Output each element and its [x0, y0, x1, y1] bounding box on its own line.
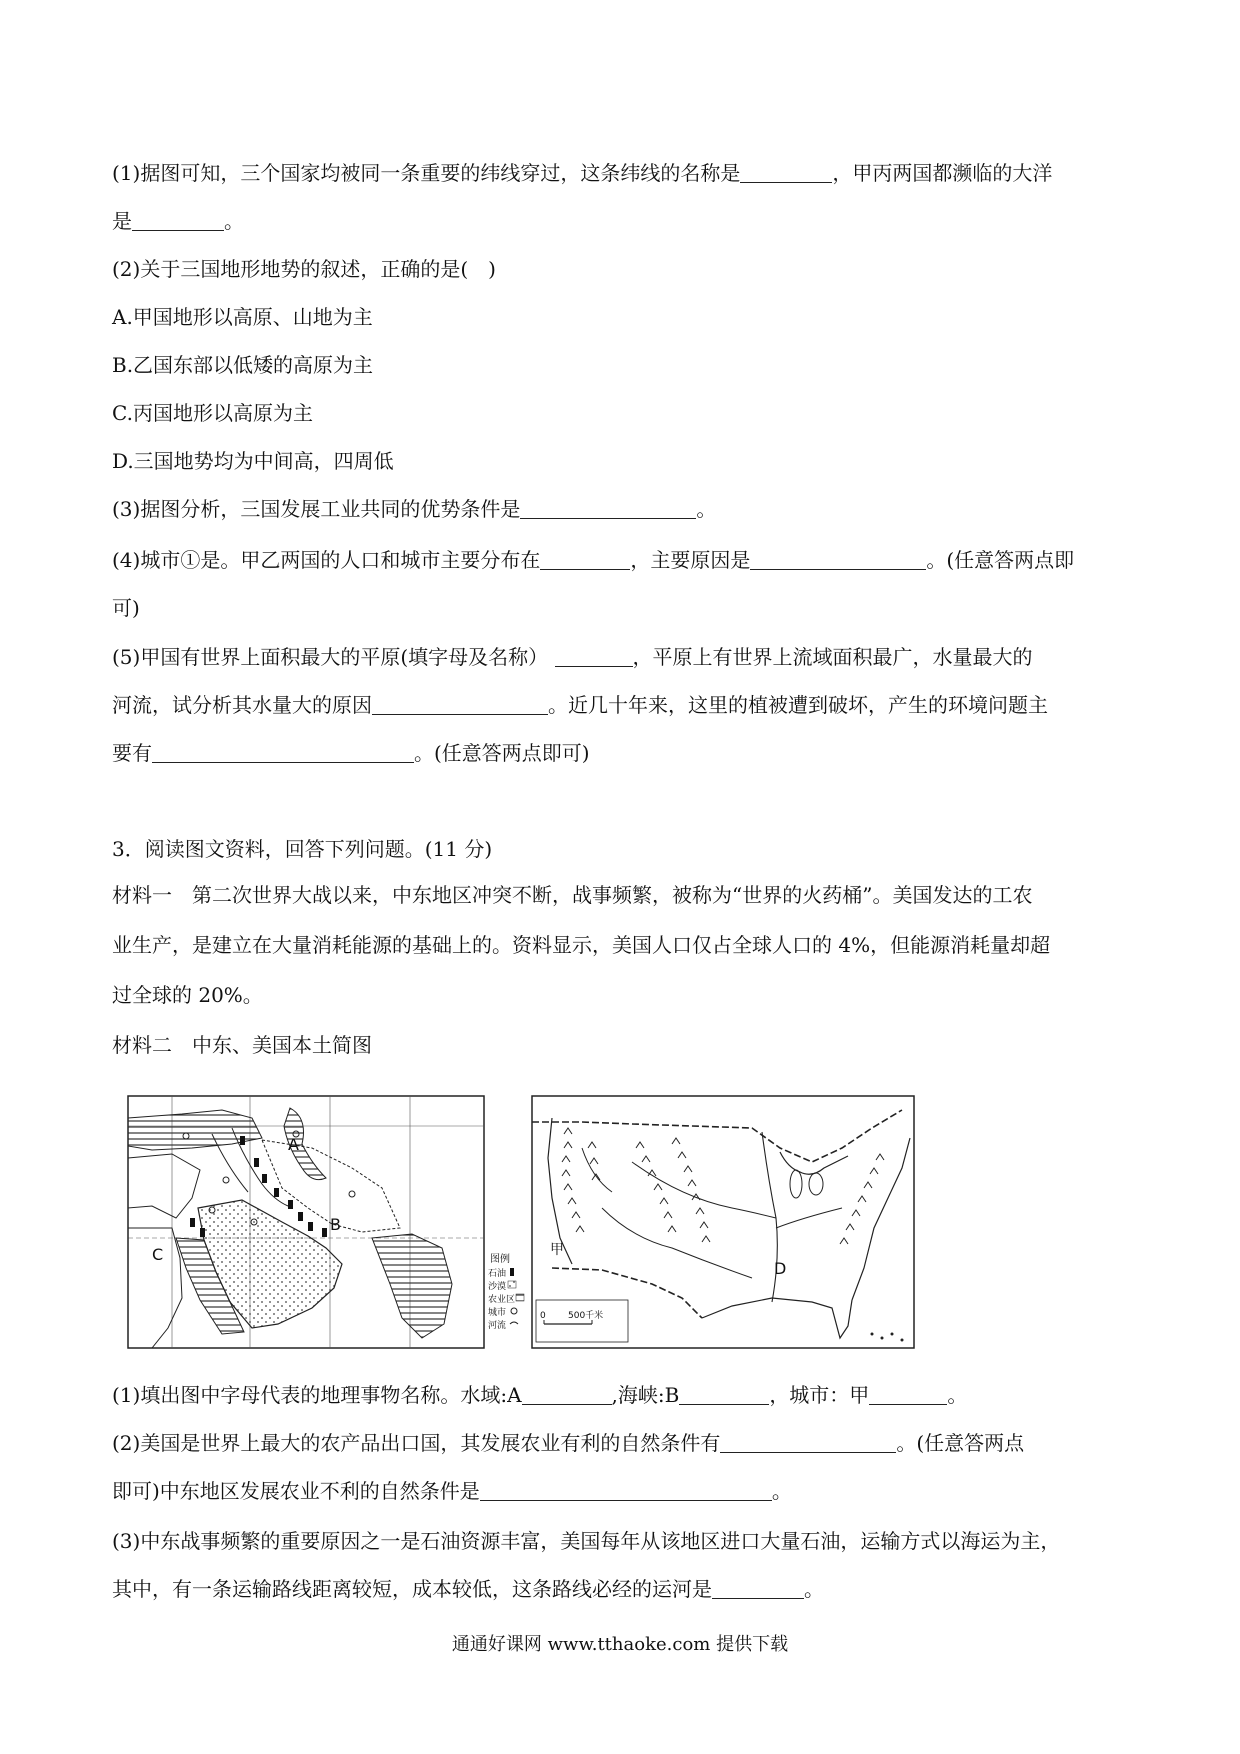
- q3-sub3-line1: (3)中东战事频繁的重要原因之一是石油资源丰富，美国每年从该地区进口大量石油，运输方式以海运为主，: [112, 1529, 1061, 1553]
- map-label-c: C: [152, 1245, 164, 1264]
- answer-blank[interactable]: [740, 162, 832, 183]
- q3-sub1: (1)填出图中字母代表的地理事物名称。水域:A ,海峡:B ，城市：甲 。: [112, 1383, 968, 1407]
- svg-text:0: 0: [540, 1311, 546, 1321]
- q2-part1-line2: 是 。: [112, 209, 244, 233]
- q3-material1-line1: 材料一 第二次世界大战以来，中东地区冲突不断，战事频繁，被称为“世界的火药桶”。美国发达的工农: [112, 883, 1033, 907]
- map-label-b: B: [330, 1215, 341, 1234]
- option-d[interactable]: D.三国地势均为中间高，四周低: [112, 449, 394, 473]
- option-b[interactable]: B.乙国东部以低矮的高原为主: [112, 353, 374, 377]
- q3-sub2-line1: (2)美国是世界上最大的农产品出口国，其发展农业有利的自然条件有 。(任意答两点: [112, 1431, 1025, 1455]
- oil-icon: [510, 1268, 514, 1276]
- q2-part4-line2: 可): [112, 596, 140, 620]
- answer-blank[interactable]: [712, 1578, 804, 1599]
- agriculture-icon: [516, 1294, 524, 1301]
- q2-part3: (3)据图分析，三国发展工业共同的优势条件是 。: [112, 497, 717, 521]
- q3-material1-line2: 业生产，是建立在大量消耗能源的基础上的。资料显示，美国人口仅占全球人口的 4%，但能源消耗量却超: [112, 933, 1051, 957]
- desert-icon: [508, 1281, 516, 1288]
- legend-item-desert: 沙漠: [488, 1282, 507, 1292]
- answer-blank[interactable]: [152, 742, 414, 763]
- middle-east-map: [128, 1096, 484, 1348]
- answer-blank[interactable]: [132, 210, 224, 231]
- answer-blank[interactable]: [750, 549, 926, 570]
- answer-blank[interactable]: [480, 1480, 772, 1501]
- scale-label: 500千米: [568, 1311, 604, 1321]
- option-a[interactable]: A.甲国地形以高原、山地为主: [112, 305, 373, 329]
- legend-item-city: 城市: [488, 1308, 507, 1318]
- answer-blank[interactable]: [869, 1384, 947, 1405]
- q3-sub2-line2: 即可)中东地区发展农业不利的自然条件是 。: [112, 1479, 792, 1503]
- maps-figure: [112, 1088, 1132, 1360]
- city-icon: [511, 1308, 517, 1314]
- legend-title: 图例: [490, 1254, 510, 1265]
- q2-part5-line2: 河流，试分析其水量大的原因 。近几十年来，这里的植被遭到破坏，产生的环境问题主: [112, 693, 1048, 717]
- q2-part5-line3: 要有 。(任意答两点即可): [112, 741, 590, 765]
- q3-sub3-line2: 其中，有一条运输路线距离较短，成本较低，这条路线必经的运河是 。: [112, 1577, 824, 1601]
- map-label-d: D: [774, 1259, 787, 1278]
- river-icon: [510, 1322, 518, 1324]
- legend-item-oil: 石油: [488, 1269, 507, 1279]
- q3-material2-title: 材料二 中东、美国本土简图: [112, 1033, 372, 1057]
- map-label-jia: 甲: [550, 1242, 564, 1258]
- scale-bar: [536, 1300, 628, 1342]
- legend-item-agri: 农业区: [488, 1295, 516, 1305]
- answer-blank[interactable]: [679, 1384, 769, 1405]
- q3-heading: 3．阅读图文资料，回答下列问题。(11 分): [112, 837, 493, 861]
- q2-part4-line1: (4)城市①是。甲乙两国的人口和城市主要分布在 ，主要原因是 。(任意答两点即: [112, 548, 1075, 572]
- map-legend: [488, 1252, 524, 1331]
- answer-blank[interactable]: [522, 1384, 612, 1405]
- answer-blank[interactable]: [372, 694, 548, 715]
- answer-blank[interactable]: [555, 646, 633, 667]
- option-c[interactable]: C.丙国地形以高原为主: [112, 401, 313, 425]
- usa-map: [532, 1096, 914, 1348]
- q3-material1-line3: 过全球的 20%。: [112, 983, 263, 1007]
- maps-svg: [112, 1088, 1132, 1360]
- footer-source: 通通好课网 www.tthaoke.com 提供下载: [451, 1634, 789, 1655]
- answer-blank[interactable]: [720, 1432, 896, 1453]
- q2-part5-line1: (5)甲国有世界上面积最大的平原(填字母及名称） ，平原上有世界上流域面积最广，水量最大的: [112, 645, 1033, 669]
- q2-part2: (2)关于三国地形地势的叙述，正确的是( ): [112, 257, 496, 281]
- answer-blank[interactable]: [540, 549, 630, 570]
- q2-part1-line1: (1)据图可知，三个国家均被同一条重要的纬线穿过，这条纬线的名称是 ，甲丙两国都濒临的大洋: [112, 161, 1053, 185]
- legend-item-river: 河流: [488, 1321, 507, 1331]
- answer-blank[interactable]: [520, 498, 696, 519]
- map-label-a: A: [288, 1135, 299, 1154]
